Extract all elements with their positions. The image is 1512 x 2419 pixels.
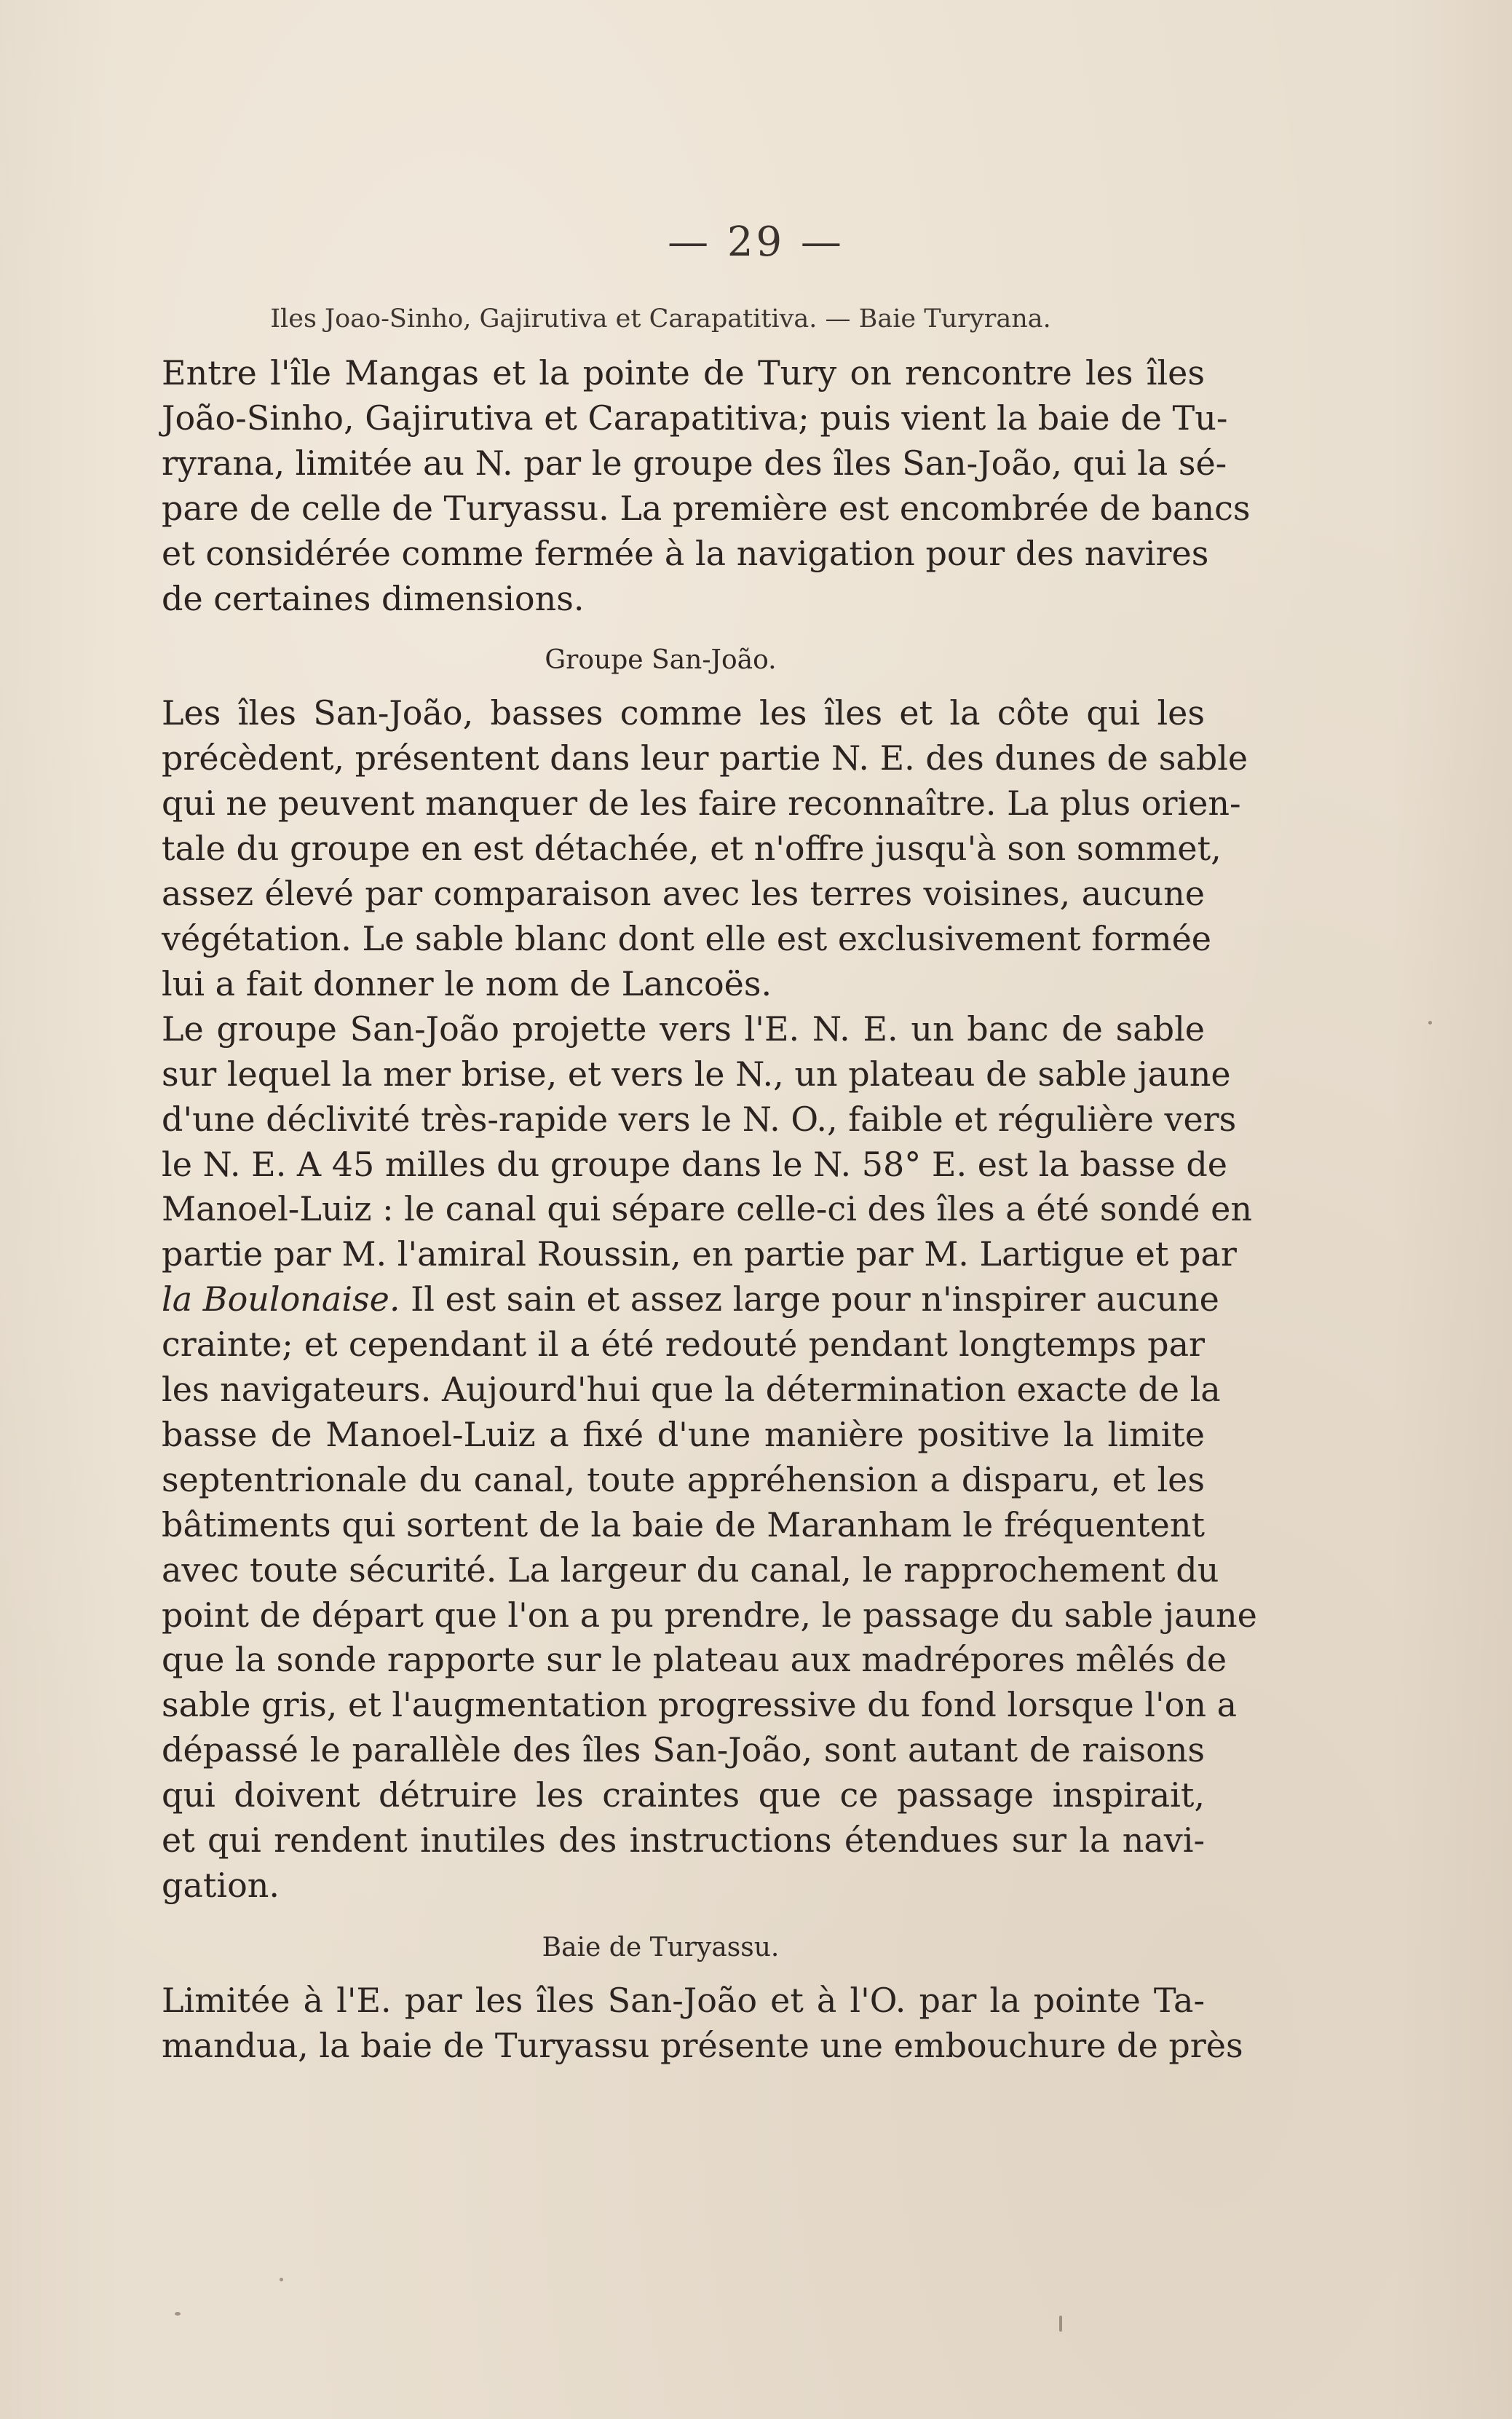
text-line: Limitée à l'E. par les îles San-João et à l'O. par la pointe Ta- [162,1980,1205,2020]
text-line: basse de Manoel-Luiz a fixé d'une manière positive la limite [162,1414,1205,1454]
text-line: d'une déclivité très-rapide vers le N. O., faible et régulière vers [162,1099,1237,1139]
text-line: Le groupe San-João projette vers l'E. N. E. un banc de sable [162,1009,1205,1049]
text-line: gation. [162,1866,280,1905]
text-line: septentrionale du canal, toute appréhension a disparu, et les [162,1459,1205,1499]
paragraph-intro [116,351,1251,621]
text-line: les navigateurs. Aujourd'hui que la détermination exacte de la [162,1370,1221,1410]
text-line: ryrana, limitée au N. par le groupe des îles San-João, qui la sé- [162,443,1227,483]
text-line: avec toute sécurité. La largeur du canal, le rapprochement du [162,1550,1219,1590]
text-line [116,1277,1219,1322]
text-line: sable gris, et l'augmentation progressive du fond lorsque l'on a [162,1685,1238,1725]
paper-speck [280,2278,283,2281]
text-line: assez élevé par comparaison avec les terres voisines, aucune [162,874,1205,914]
text-line: qui doivent détruire les craintes que ce passage inspirait, [162,1775,1205,1815]
text-line: partie par M. l'amiral Roussin, en partie par M. Lartigue et par [162,1234,1237,1274]
paper-speck [1059,2316,1062,2332]
text-line: Les îles San-João, basses comme les îles et la côte qui les [162,693,1205,733]
text-line: qui ne peuvent manquer de les faire reconnaître. La plus orien- [162,784,1241,824]
text-line: Manoel-Luiz : le canal qui sépare celle-ci des îles a été sondé en [162,1189,1252,1229]
text-line: et qui rendent inutiles des instructions étendues sur la navi- [162,1820,1205,1860]
running-head: Iles Joao-Sinho, Gajirutiva et Carapatitiva. — Baie Turyrana. [270,304,1051,334]
section-heading-groupe-san-joao: Groupe San-João. [545,645,777,676]
ship-name-italic: la Boulonaise. [162,1279,400,1319]
text-line: le N. E. A 45 milles du groupe dans le N. 58° E. est la basse de [162,1144,1227,1184]
text-line: João-Sinho, Gajirutiva et Carapatitiva; puis vient la baie de Tu- [162,398,1228,438]
paragraph-turyassu [116,1978,1243,2069]
text-line-rest: Il est sain et assez large pour n'inspirer aucune [400,1279,1219,1319]
text-line: précèdent, présentent dans leur partie N. E. des dunes de sable [162,738,1248,778]
section-heading-baie-de-turyassu: Baie de Turyassu. [542,1932,780,1962]
text-line: point de départ que l'on a pu prendre, le passage du sable jaune [162,1595,1257,1635]
paragraph-san-joao-1 [116,691,1248,1006]
text-line: de certaines dimensions. [162,578,585,618]
text-line: et considérée comme fermée à la navigation pour des navires [162,533,1209,573]
paragraph-san-joao-2 [116,1007,1257,1909]
text-line: crainte; et cependant il a été redouté pendant longtemps par [162,1325,1205,1365]
text-line: Entre l'île Mangas et la pointe de Tury on rencontre les îles [162,353,1205,392]
text-block [116,291,1257,2069]
page-number: — 29 — [668,218,844,266]
paper-speck [175,2312,181,2316]
text-line: mandua, la baie de Turyassu présente une embouchure de près [162,2025,1243,2065]
text-line: dépassé le parallèle des îles San-João, sont autant de raisons [162,1730,1205,1770]
text-line: pare de celle de Turyassu. La première est encombrée de bancs [162,488,1251,528]
text-line: tale du groupe en est détachée, et n'offre jusqu'à son sommet, [162,829,1222,869]
paper-speck [1428,1021,1432,1025]
text-line: bâtiments qui sortent de la baie de Maranham le fréquentent [162,1504,1205,1544]
text-line: végétation. Le sable blanc dont elle est exclusivement formée [162,918,1212,958]
text-line: sur lequel la mer brise, et vers le N., un plateau de sable jaune [162,1054,1231,1094]
text-line: que la sonde rapporte sur le plateau aux madrépores mêlés de [162,1640,1227,1680]
text-line: lui a fait donner le nom de Lancoës. [162,963,772,1003]
